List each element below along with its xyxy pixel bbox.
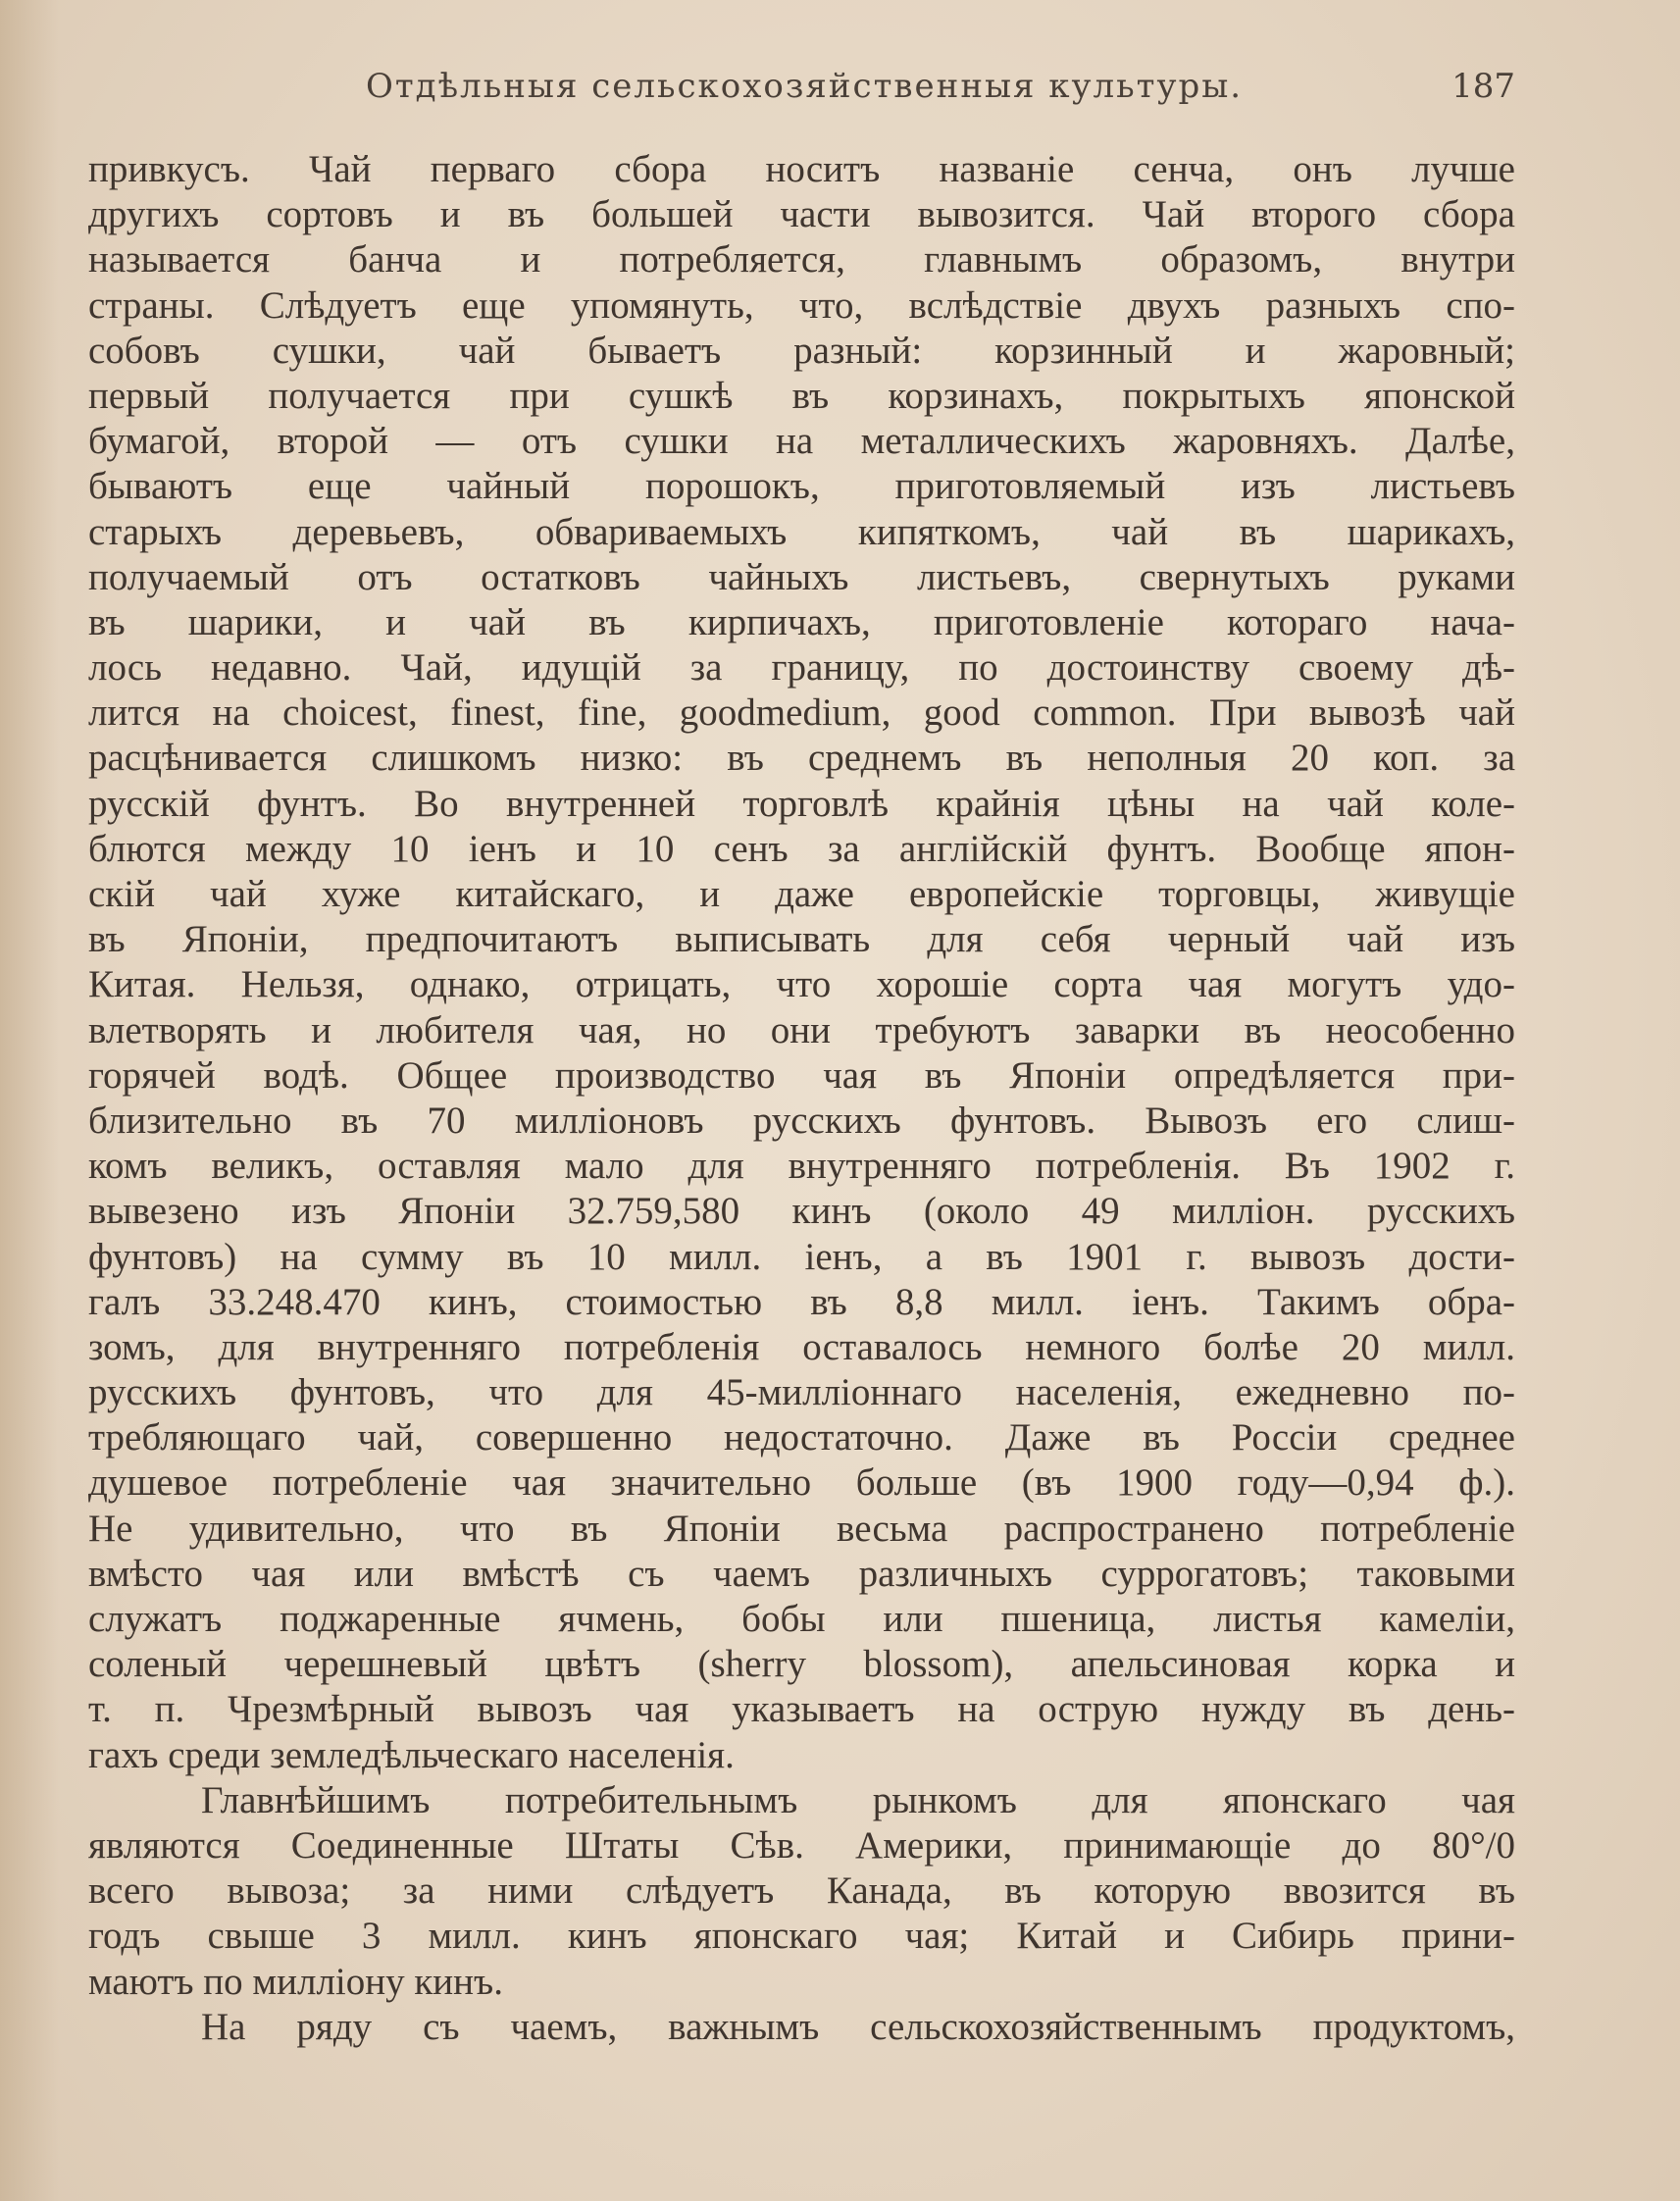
text-line: русскій фунтъ. Во внутренней торговлѣ крайнія цѣны на чай коле-	[88, 782, 1515, 825]
running-head	[88, 67, 1515, 116]
text-line: вмѣсто чая или вмѣстѣ съ чаемъ различныхъ суррогатовъ; таковыми	[88, 1552, 1515, 1595]
text-line: требляющаго чай, совершенно недостаточно. Даже въ Россіи среднее	[88, 1416, 1515, 1459]
text-line: соленый черешневый цвѣтъ (sherry blossom), апельсиновая корка и	[88, 1643, 1515, 1686]
text-line-paragraph-end: гахъ среди земледѣльческаго населенія.	[88, 1733, 735, 1776]
text-line: годъ свыше 3 милл. кинъ японскаго чая; Китай и Сибирь прини-	[88, 1915, 1515, 1958]
text-line: бываютъ еще чайный порошокъ, приготовляемый изъ листьевъ	[88, 465, 1515, 508]
text-line: т. п. Чрезмѣрный вывозъ чая указываетъ на острую нужду въ день-	[88, 1688, 1515, 1731]
text-line-paragraph-start: Главнѣйшимъ потребительнымъ рынкомъ для японскаго чая	[201, 1778, 1515, 1821]
text-line: близительно въ 70 милліоновъ русскихъ фунтовъ. Вывозъ его слиш-	[88, 1099, 1515, 1142]
text-line: служатъ поджаренные ячмень, бобы или пшеница, листья камеліи,	[88, 1598, 1515, 1640]
text-line-paragraph-start: На ряду съ чаемъ, важнымъ сельскохозяйственнымъ продуктомъ,	[201, 2005, 1515, 2048]
text-line: вывезено изъ Японіи 32.759,580 кинъ (около 49 милліон. русскихъ	[88, 1190, 1515, 1233]
text-line: собовъ сушки, чай бываетъ разный: корзинный и жаровный;	[88, 329, 1515, 372]
text-line: Не удивительно, что въ Японіи весьма распространено потребленіе	[88, 1507, 1515, 1550]
text-line: бумагой, второй — отъ сушки на металлическихъ жаровняхъ. Далѣе,	[88, 420, 1515, 463]
running-title: Отдѣльныя сельскохозяйственныя культуры.	[366, 67, 1244, 106]
text-line: влетворять и любителя чая, но они требуютъ заварки въ неособенно	[88, 1008, 1515, 1051]
text-line: всего вывоза; за ними слѣдуетъ Канада, въ которую ввозится въ	[88, 1869, 1515, 1913]
text-line: зомъ, для внутренняго потребленія оставалось немного болѣе 20 милл.	[88, 1325, 1515, 1368]
text-line: душевое потребленіе чая значительно больше (въ 1900 году—0,94 ф.).	[88, 1461, 1515, 1505]
text-line: блются между 10 іенъ и 10 сенъ за англійскій фунтъ. Вообще япон-	[88, 827, 1515, 870]
text-line: лится на choicest, finest, fine, goodmedium, good common. При вывозѣ чай	[88, 691, 1515, 735]
page-gutter-shadow	[0, 0, 59, 2201]
text-line: называется банча и потребляется, главнымъ образомъ, внутри	[88, 238, 1515, 282]
text-line: лось недавно. Чай, идущій за границу, по достоинству своему дѣ-	[88, 646, 1515, 690]
text-line: привкусъ. Чай перваго сбора носитъ названіе сенча, онъ лучше	[88, 148, 1515, 190]
page-number: 187	[1451, 67, 1515, 106]
text-line: въ шарики, и чай въ кирпичахъ, приготовленіе котораго нача-	[88, 600, 1515, 643]
text-line: Китая. Нельзя, однако, отрицать, что хорошіе сорта чая могутъ удо-	[88, 963, 1515, 1006]
text-line: горячей водѣ. Общее производство чая въ Японіи опредѣляется при-	[88, 1053, 1515, 1097]
text-line: русскихъ фунтовъ, что для 45-милліоннаго населенія, ежедневно по-	[88, 1371, 1515, 1414]
text-line: первый получается при сушкѣ въ корзинахъ, покрытыхъ японской	[88, 374, 1515, 417]
text-line: расцѣнивается слишкомъ низко: въ среднемъ въ неполныя 20 коп. за	[88, 737, 1515, 780]
text-line: старыхъ деревьевъ, обвариваемыхъ кипяткомъ, чай въ шарикахъ,	[88, 510, 1515, 553]
text-line: скій чай хуже китайскаго, и даже европейскіе торговцы, живущіе	[88, 873, 1515, 915]
text-line: въ Японіи, предпочитаютъ выписывать для себя черный чай изъ	[88, 918, 1515, 961]
text-line-paragraph-end: маютъ по милліону кинъ.	[88, 1960, 503, 2003]
text-line: другихъ сортовъ и въ большей части вывозится. Чай второго сбора	[88, 193, 1515, 236]
text-line: галъ 33.248.470 кинъ, стоимостью въ 8,8 милл. іенъ. Такимъ обра-	[88, 1280, 1515, 1323]
text-line: комъ великъ, оставляя мало для внутренняго потребленія. Въ 1902 г.	[88, 1145, 1515, 1188]
text-line: получаемый отъ остатковъ чайныхъ листьевъ, свернутыхъ руками	[88, 555, 1515, 598]
text-line: являются Соединенные Штаты Сѣв. Америки, принимающіе до 80°/0	[88, 1823, 1515, 1867]
text-line: страны. Слѣдуетъ еще упомянуть, что, вслѣдствіе двухъ разныхъ спо-	[88, 283, 1515, 327]
body-text	[88, 147, 1515, 2050]
text-line: фунтовъ) на сумму въ 10 милл. іенъ, а въ 1901 г. вывозъ дости-	[88, 1235, 1515, 1278]
